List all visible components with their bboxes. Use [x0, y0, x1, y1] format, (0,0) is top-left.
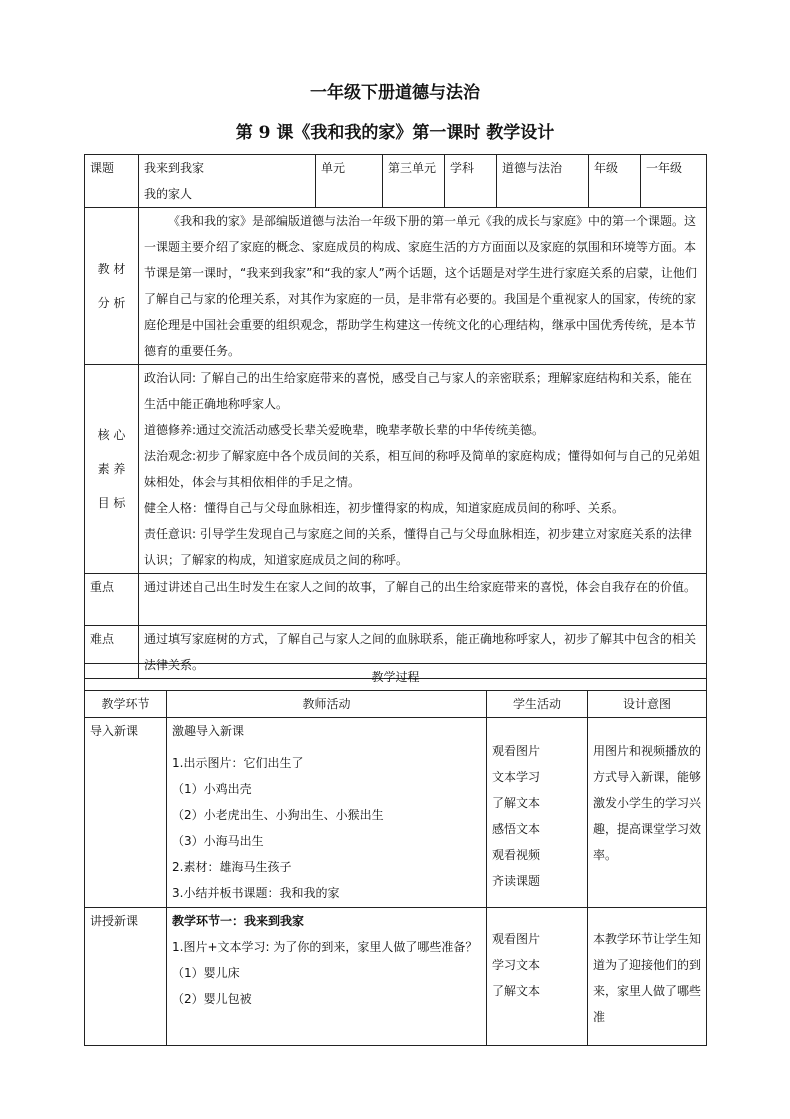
- analysis-label-1: 教 材: [97, 262, 126, 276]
- teacher-new-line: （1）婴儿床: [172, 966, 240, 980]
- teacher-intro-line: 3.小结并板书课题：我和我的家: [172, 886, 340, 900]
- core-row: [85, 365, 707, 574]
- teacher-new: [167, 908, 487, 1046]
- col-teacher: 教师活动: [167, 691, 487, 718]
- core-goal-personality: 健全人格：懂得自己与父母血脉相连，初步懂得家的构成，知道家庭成员间的称呼、关系。: [144, 501, 625, 515]
- col-intent: 设计意图: [588, 691, 707, 718]
- teacher-intro-line: （1）小鸡出壳: [172, 782, 252, 796]
- analysis-text: 《我和我的家》是部编版道德与法治一年级下册的第一单元《我的成长与家庭》中的第一个课题。这一课题主要介绍了家庭的概念、家庭成员的构成、家庭生活的方方面面以及家庭的氛围和环境等方面。本节课是第一课时，“我来到我家”和“我的家人”两个话题，这个话题是对学生进行家庭关系的启蒙，让他们了解自己与家的伦理关系，对其作为家庭的一员，是非常有必要的。我国是个重视家人的国家，传统的家庭伦理是中国社会重要的组织观念，帮助学生构建这一传统文化的心理结构，继承中国优秀传统，是本节德育的重要任务。: [139, 208, 707, 365]
- topic-row: [85, 155, 707, 208]
- core-goals: [139, 365, 707, 574]
- analysis-label-2: 分 析: [97, 296, 126, 310]
- student-new: [487, 908, 588, 1046]
- core-label-2: 素 养: [97, 462, 126, 476]
- student-intro-line: 齐读课题: [492, 874, 541, 888]
- teaching-process-table: [84, 663, 707, 1046]
- student-new-line: 了解文本: [492, 984, 541, 998]
- unit-label: 单元: [316, 155, 383, 208]
- teacher-intro-line: （2）小老虎出生、小狗出生、小猴出生: [172, 808, 384, 822]
- process-header: 教学过程: [85, 664, 707, 691]
- core-goal-politics: 政治认同: 了解自己的出生给家庭带来的喜悦，感受自己与家人的亲密联系；理解家庭结构和关系，能在生活中能正确地称呼家人。: [144, 371, 692, 411]
- teacher-intro-line: 1.出示图片：它们出生了: [172, 756, 304, 770]
- key-label: 重点: [85, 574, 139, 626]
- grade-value: 一年级: [641, 155, 707, 208]
- core-goal-responsibility: 责任意识: 引导学生发现自己与家庭之间的关系，懂得自己与父母血脉相连，初步建立对家庭关系的法律认识；了解家的构成，知道家庭成员之间的称呼。: [144, 527, 692, 567]
- student-intro-line: 感悟文本: [492, 822, 541, 836]
- stage-new: 讲授新课: [85, 908, 167, 1046]
- col-stage: 教学环节: [85, 691, 167, 718]
- core-label-1: 核 心: [97, 428, 126, 442]
- analysis-row: [85, 208, 707, 365]
- student-intro: [487, 718, 588, 908]
- process-row-new: [85, 908, 707, 1046]
- student-new-line: 学习文本: [492, 958, 541, 972]
- topic-value-2: 我的家人: [144, 187, 193, 201]
- difficult-text: 通过填写家庭树的方式，了解自己与家人之间的血脉联系，能正确地称呼家人，初步了解其中包含的相关法律关系。: [139, 626, 707, 679]
- teacher-new-line: （2）婴儿包被: [172, 992, 252, 1006]
- col-student: 学生活动: [487, 691, 588, 718]
- teacher-new-heading: 教学环节一：我来到我家: [172, 914, 305, 928]
- student-intro-line: 了解文本: [492, 796, 541, 810]
- lesson-title: 第 9 课《我和我的家》第一课时 教学设计: [235, 123, 555, 143]
- student-intro-line: 文本学习: [492, 770, 541, 784]
- student-new-line: 观看图片: [492, 932, 541, 946]
- topic-value: [139, 155, 316, 208]
- teacher-intro-line: 激趣导入新课: [172, 724, 245, 738]
- core-label: [85, 365, 139, 574]
- intent-intro: 用图片和视频播放的方式导入新课，能够激发小学生的学习兴趣，提高课堂学习效率。: [588, 718, 707, 908]
- process-row-intro: [85, 718, 707, 908]
- teacher-new-line: 1.图片+文本学习: 为了你的到来，家里人做了哪些准备？: [172, 940, 478, 954]
- student-intro-line: 观看图片: [492, 744, 541, 758]
- core-goal-law: 法治观念:初步了解家庭中各个成员间的关系，相互间的称呼及简单的家庭构成；懂得如何与自己的兄弟姐妹相处，体会与其相依相伴的手足之情。: [144, 449, 701, 489]
- core-goal-morality: 道德修养:通过交流活动感受长辈关爱晚辈，晚辈孝敬长辈的中华传统美德。: [144, 423, 545, 437]
- core-label-3: 目 标: [97, 496, 126, 510]
- stage-intro: 导入新课: [85, 718, 167, 908]
- difficult-label: 难点: [85, 626, 139, 679]
- key-text: 通过讲述自己出生时发生在家人之间的故事，了解自己的出生给家庭带来的喜悦，体会自我存在的价值。: [139, 574, 707, 626]
- analysis-label: [85, 208, 139, 365]
- lesson-info-table: [84, 154, 707, 679]
- key-row: [85, 574, 707, 626]
- teacher-intro-line: 2.素材：雄海马生孩子: [172, 860, 292, 874]
- student-intro-line: 观看视频: [492, 848, 541, 862]
- subject-label: 学科: [445, 155, 497, 208]
- grade-label: 年级: [589, 155, 641, 208]
- unit-value: 第三单元: [383, 155, 445, 208]
- process-header-row: [85, 664, 707, 691]
- topic-value-1: 我来到我家: [144, 161, 205, 175]
- document-title: 一年级下册道德与法治: [310, 83, 480, 103]
- teacher-intro-line: （3）小海马出生: [172, 834, 264, 848]
- intent-new: 本教学环节让学生知道为了迎接他们的到来，家里人做了哪些准: [588, 908, 707, 1046]
- teacher-intro: [167, 718, 487, 908]
- subject-value: 道德与法治: [497, 155, 589, 208]
- process-columns-row: [85, 691, 707, 718]
- topic-label: 课题: [85, 155, 139, 208]
